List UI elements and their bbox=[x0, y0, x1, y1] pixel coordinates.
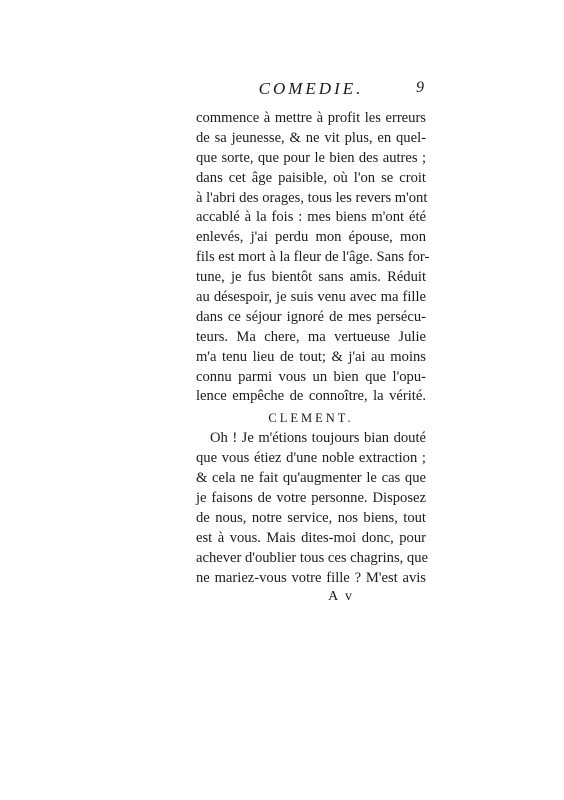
signature-mark: A v bbox=[328, 589, 354, 605]
text-line: Oh ! Je m'étions toujours bian douté bbox=[210, 430, 426, 447]
text-line: au désespoir, je suis venu avec ma fille bbox=[196, 289, 426, 306]
text-line: de sa jeunesse, & ne vit plus, en quel- bbox=[196, 129, 426, 146]
text-line: commence à mettre à profit les erreurs bbox=[196, 110, 426, 126]
text-line: je faisons de votre personne. Disposez bbox=[196, 490, 426, 507]
text-line: dans ce séjour ignoré de mes persécu- bbox=[196, 308, 426, 325]
text-line: tune, je fus bientôt sans amis. Réduit bbox=[196, 269, 426, 286]
text-line: m'a tenu lieu de tout; & j'ai au moins bbox=[196, 348, 426, 365]
speaker-name: CLEMENT. bbox=[268, 411, 354, 426]
paragraph-1 bbox=[196, 109, 430, 407]
running-title: COMEDIE. bbox=[258, 79, 364, 98]
running-head bbox=[196, 79, 426, 109]
text-line: est à vous. Mais dites-moi donc, pour bbox=[196, 529, 426, 546]
text-line: connu parmi vous un bien que l'opu- bbox=[196, 368, 426, 385]
text-line: teurs. Ma chere, ma vertueuse Julie bbox=[196, 328, 426, 345]
text-line: que sorte, que pour le bien des autres ; bbox=[196, 149, 426, 166]
text-line: fils est mort à la fleur de l'âge. Sans for- bbox=[196, 249, 430, 266]
paragraph-2 bbox=[196, 429, 426, 588]
text-line: que vous étiez d'une noble extraction ; bbox=[196, 450, 426, 467]
page-number: 9 bbox=[416, 79, 424, 96]
text-block bbox=[196, 79, 430, 606]
text-line: achever d'oublier tous ces chagrins, que bbox=[196, 549, 428, 566]
text-line: de nous, notre service, nos biens, tout bbox=[196, 509, 426, 526]
text-line: dans cet âge paisible, où l'on se croit bbox=[196, 169, 426, 186]
text-line: accablé à la fois : mes biens m'ont été bbox=[196, 209, 426, 226]
text-line: & cela ne fait qu'augmenter le cas que bbox=[196, 470, 426, 487]
text-line: lence empêche de connoître, la vérité. bbox=[196, 388, 426, 405]
text-line: enlevés, j'ai perdu mon épouse, mon bbox=[196, 229, 426, 246]
text-line: ne mariez-vous votre fille ? M'est avis bbox=[196, 569, 426, 586]
text-line: à l'abri des orages, tous les revers m'ont bbox=[196, 189, 428, 206]
